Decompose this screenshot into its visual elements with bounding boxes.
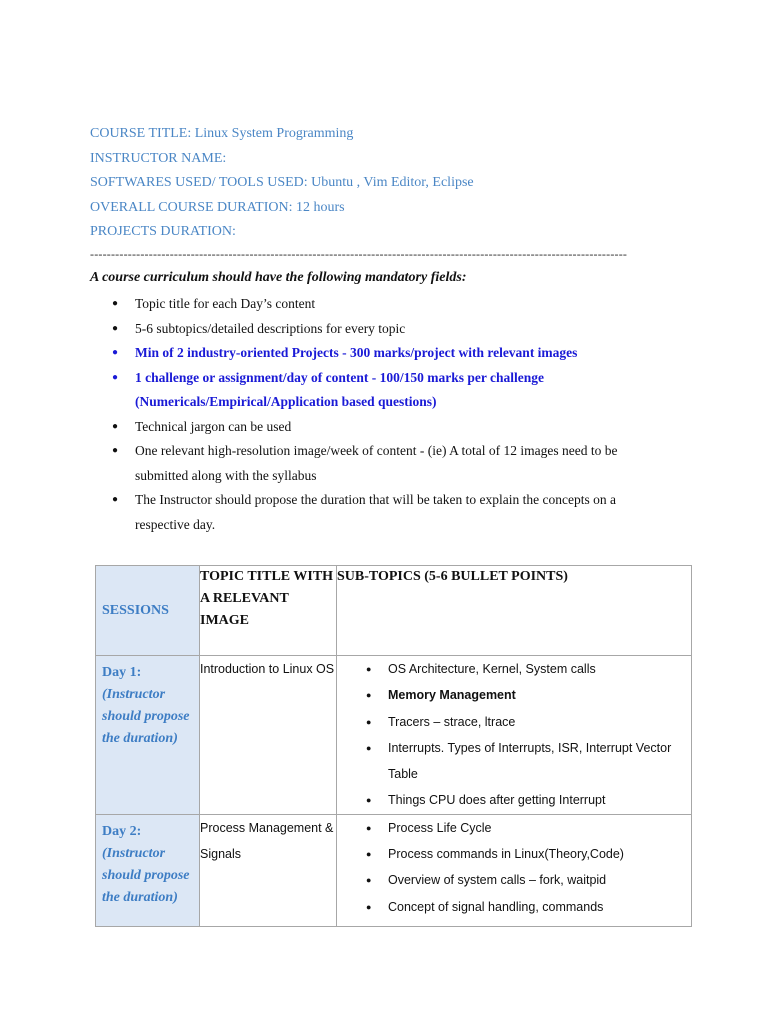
subtopic-item: ● Concept of signal handling, commands: [337, 894, 691, 920]
instructor-name: INSTRUCTOR NAME:: [90, 150, 227, 166]
table-header-row: [96, 566, 692, 656]
bullet-icon: ●: [112, 347, 119, 358]
bullet-icon: ●: [112, 494, 119, 505]
subtopic-item: ● Tracers – strace, ltrace: [337, 709, 691, 735]
requirements-intro: A course curriculum should have the following mandatory fields:: [90, 270, 467, 285]
requirement-item: ● Min of 2 industry-oriented Projects - 300 marks/project with relevant images: [90, 341, 650, 366]
topic-cell: Introduction to Linux OS: [200, 656, 337, 815]
requirement-item: ● Topic title for each Day’s content: [90, 292, 650, 317]
requirement-item: ● One relevant high-resolution image/week of content - (ie) A total of 12 images need to be submitted along with the syllabus: [90, 439, 650, 488]
bullet-icon: ●: [366, 849, 372, 860]
bullet-icon: ●: [366, 795, 372, 806]
day-note: (Instructor should propose the duration): [102, 687, 190, 746]
requirement-item: ● Technical jargon can be used: [90, 415, 650, 440]
subtopic-item: ● Things CPU does after getting Interrupt: [337, 787, 691, 813]
subtopic-item: ● Process Life Cycle: [337, 815, 691, 841]
bullet-icon: ●: [366, 901, 372, 912]
subtopics-cell: [337, 656, 692, 815]
projects-duration: PROJECTS DURATION:: [90, 224, 236, 239]
sessions-header: SESSIONS: [96, 566, 200, 656]
day-note: (Instructor should propose the duration): [102, 845, 190, 905]
table-row: [96, 656, 692, 815]
course-header: [90, 122, 690, 245]
dashed-divider: --------------------------------------------------------------------------------------------------------------------------------: [90, 247, 628, 261]
day-label: Day 1:: [102, 665, 142, 680]
bullet-icon: ●: [366, 716, 372, 727]
bullet-icon: ●: [366, 690, 372, 701]
session-cell: [96, 814, 200, 926]
requirement-item: ● 1 challenge or assignment/day of content - 100/150 marks per challenge (Numericals/Empirical/Application based questions): [90, 366, 650, 415]
session-cell: [96, 656, 200, 815]
table-row: [96, 814, 692, 926]
subtopics-header: SUB-TOPICS (5-6 BULLET POINTS): [337, 566, 692, 656]
requirement-item: ● 5-6 subtopics/detailed descriptions for every topic: [90, 317, 650, 342]
course-duration: OVERALL COURSE DURATION: 12 hours: [90, 199, 345, 215]
bullet-icon: ●: [366, 664, 372, 674]
bullet-icon: ●: [366, 742, 372, 753]
course-title: COURSE TITLE: Linux System Programming: [90, 126, 354, 141]
subtopic-item: ● Memory Management: [337, 682, 691, 708]
bullet-icon: ●: [366, 822, 372, 833]
bullet-icon: ●: [112, 322, 119, 334]
tools-used: SOFTWARES USED/ TOOLS USED: Ubuntu , Vim Editor, Eclipse: [90, 175, 474, 190]
bullet-icon: ●: [112, 420, 119, 432]
subtopic-item: ● Process commands in Linux(Theory,Code): [337, 841, 691, 867]
subtopics-cell: [337, 814, 692, 926]
subtopic-item: ● OS Architecture, Kernel, System calls: [337, 656, 691, 682]
requirement-item: ● The Instructor should propose the duration that will be taken to explain the concepts on a respective day.: [90, 488, 650, 537]
bullet-icon: ●: [112, 298, 119, 309]
topic-cell: Process Management & Signals: [200, 814, 337, 926]
bullet-icon: ●: [366, 875, 372, 886]
bullet-icon: ●: [112, 371, 119, 383]
day-label: Day 2:: [102, 823, 142, 839]
subtopic-item: ● Interrupts. Types of Interrupts, ISR, Interrupt Vector Table: [337, 735, 691, 788]
topic-header: TOPIC TITLE WITH A RELEVANT IMAGE: [200, 566, 337, 656]
curriculum-table: [95, 565, 692, 927]
requirements-list: [90, 292, 650, 537]
subtopic-item: ● Overview of system calls – fork, waitpid: [337, 867, 691, 893]
bullet-icon: ●: [112, 445, 119, 456]
